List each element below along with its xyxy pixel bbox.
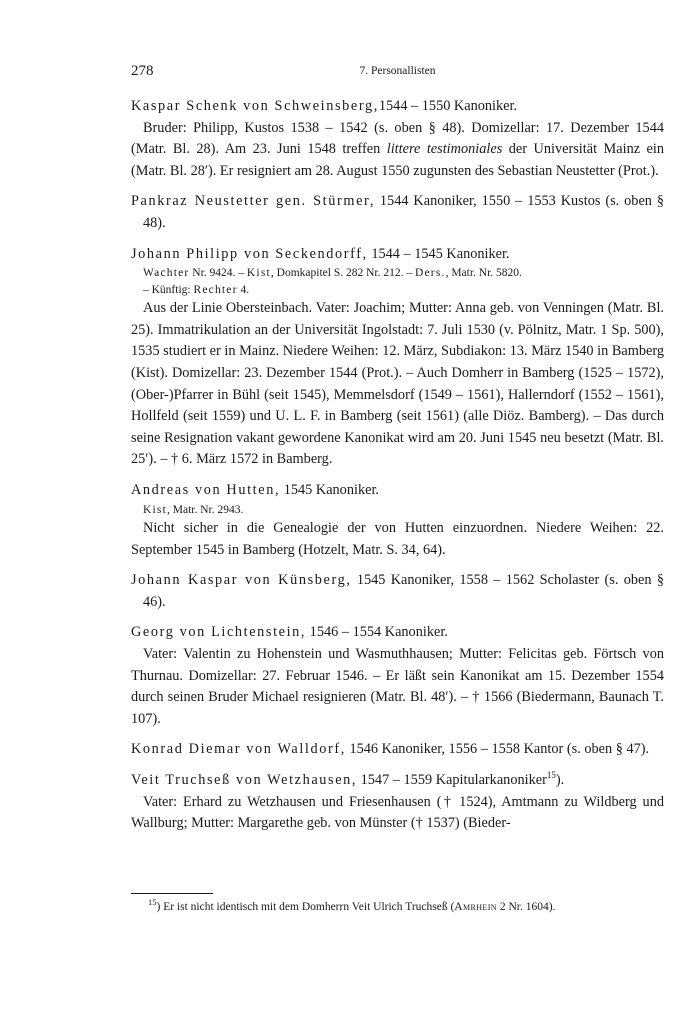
entry-dates: 1546 – 1554 Kanoniker. <box>306 624 448 641</box>
entry-heading <box>131 191 664 234</box>
entry-paragraph: Vater: Erhard zu Wetzhausen und Friesenhausen († 1524), Amtmann zu Wildberg und Wallburg; Mutter: Margarethe geb. von Münster († 1537) (Bieder- <box>131 793 664 832</box>
author-name: Kist <box>246 267 271 280</box>
entry-heading <box>131 244 664 266</box>
latin-term: littere testimoniales <box>386 141 503 158</box>
page-body <box>131 96 664 835</box>
footnote-text <box>131 898 664 917</box>
reference-text: Nr. 9424. – <box>189 267 247 280</box>
reference-text: 4. <box>237 283 250 296</box>
entry-dates: 1545 Kanoniker. <box>280 481 379 498</box>
author-name: Ders. <box>414 267 446 280</box>
footnote-divider <box>131 893 213 894</box>
footnote-body: ) Er ist nicht identisch mit dem Domherrn Veit Ulrich Truchseß ( <box>156 901 455 913</box>
running-title: 7. Personallisten <box>359 65 436 77</box>
footnote-body: 2 Nr. 1604). <box>496 901 556 913</box>
entry-paragraph: Nicht sicher in die Genealogie der von Hutten einzuordnen. Niedere Weihen: 22. September 1545 in Bamberg (Hotzelt, Matr. S. 34, 64). <box>131 520 664 558</box>
page-number: 278 <box>131 63 154 79</box>
entry-heading <box>131 96 664 118</box>
footnote-mark: 15 <box>148 897 157 907</box>
entry-dates: 1545 Kanoniker, 1558 – 1562 Scholaster (s. oben § 46). <box>143 572 665 610</box>
person-name: Pankraz Neustetter gen. Stürmer, <box>131 193 375 210</box>
author-name: Wachter <box>143 267 190 280</box>
entry-paragraph: Vater: Valentin zu Hohenstein und Wasmuthhausen; Mutter: Felicitas geb. Förtsch von Thurnau. Domizellar: 27. Februar 1546. – Er läßt sein Kanonikat am 15. Dezember 1554 durch seinen Bruder Michael resignieren (Matr. Bl. 48′). – † 1566 (Biedermann, Baunach T. 107). <box>131 645 664 727</box>
entry-dates: 1546 Kanoniker, 1556 – 1558 Kantor (s. oben § 47). <box>345 741 650 758</box>
author-name: Amrhein <box>454 901 497 913</box>
literature-references <box>143 265 664 298</box>
author-name: Kist <box>143 503 167 516</box>
entry-heading <box>131 770 664 792</box>
paragraph-text: Bruder: Philipp, Kustos 1538 – 1542 (s. oben § 48). Domizellar: 17. Dezember 1544 (Matr. Bl. 28). Am 23. Juni 1548 treffen <box>131 119 664 158</box>
entry-dates: 1544 – 1550 Kanoniker. <box>378 98 518 114</box>
reference-text: – Künftig: <box>143 283 194 296</box>
entry-heading <box>131 739 664 761</box>
person-name: Johann Philipp von Seckendorff, <box>131 245 368 262</box>
literature-references <box>143 502 664 519</box>
author-name: Rechter <box>193 283 238 296</box>
person-name: Johann Kaspar von Künsberg, <box>131 572 352 589</box>
entry-paragraph <box>131 118 664 183</box>
footnote-reference[interactable]: 15 <box>546 769 556 780</box>
entry-dates-end: ). <box>555 771 565 788</box>
entry-dates: 1544 – 1545 Kanoniker. <box>367 245 510 262</box>
entry-heading <box>131 480 664 502</box>
reference-text: , Matr. Nr. 5820. <box>445 267 522 280</box>
entry-paragraph: Aus der Linie Obersteinbach. Vater: Joachim; Mutter: Anna geb. von Venningen (Matr. Bl. 25). Immatrikulation an der Universität Ingolstadt: 7. Juli 1530 (v. Pölnitz, Matr. 1 Sp. 500), 1535 studiert er in Mainz. Niedere Weihen: 12. März, Subdiakon: 13. März 1540 in Bamberg (Kist). Domizellar: 23. Dezember 1544 (Prot.). – Auch Domherr in Bamberg (1525 – 1572), (Ober-)Pfarrer in Bühl (seit 1545), Memmelsdorf (1549 – 1561), Hallerndorf (1552 – 1561), Hollfeld (seit 1559) und U. L. F. in Bamberg (seit 1561) (alle Diöz. Bamberg). – Das durch seine Resignation vakant gewordene Kanonikat wird am 20. Juni 1545 neu besetzt (Matr. Bl. 25′). – † 6. März 1572 in Bamberg. <box>131 300 664 468</box>
person-name: Andreas von Hutten, <box>131 481 281 498</box>
entry-dates: 1547 – 1559 Kapitularkanoniker <box>357 771 547 788</box>
paragraph-text: der Universität Mainz ein (Matr. Bl. 28′). Er resigniert am 28. August 1550 zugunsten des Sebastian Neustetter (Prot.). <box>131 141 665 179</box>
entry-dates: 1544 Kanoniker, 1550 – 1553 Kustos (s. oben § 48). <box>143 193 664 231</box>
entry-heading <box>131 570 664 613</box>
footnote <box>131 898 664 917</box>
entry-heading <box>131 622 664 644</box>
person-name: Georg von Lichtenstein, <box>131 624 307 641</box>
person-name: Veit Truchseß von Wetzhausen, <box>131 771 358 788</box>
person-name: Kaspar Schenk von Schweinsberg, <box>131 98 379 114</box>
reference-text: , Domkapitel S. 282 Nr. 212. – <box>270 267 415 280</box>
reference-text: , Matr. Nr. 2943. <box>166 503 244 516</box>
person-name: Konrad Diemar von Walldorf, <box>131 741 346 758</box>
